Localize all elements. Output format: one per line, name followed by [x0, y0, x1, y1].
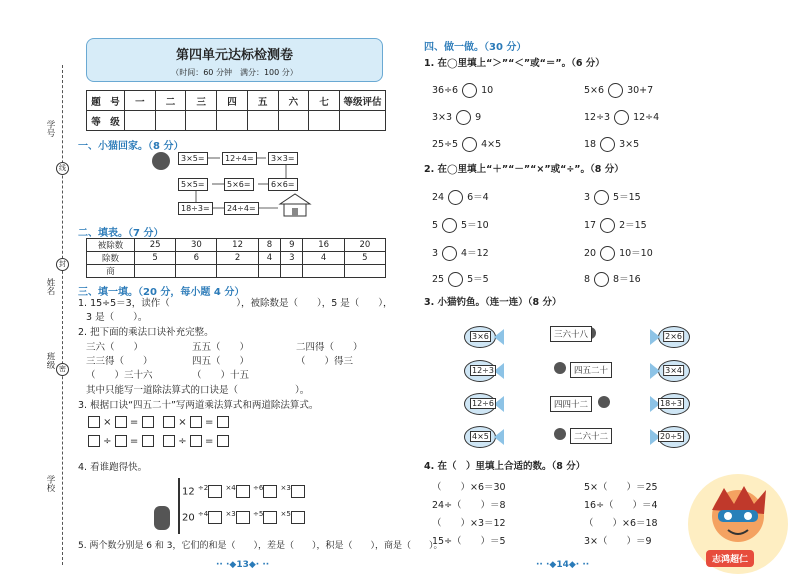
- fill-item: 16÷（ ）＝4: [584, 500, 658, 511]
- fill-cell: 12: [217, 239, 258, 252]
- operator-item: [432, 218, 489, 233]
- rhyme-plate[interactable]: 四四十二: [550, 396, 592, 412]
- fish-label: 2×6: [665, 332, 682, 341]
- operator-circle[interactable]: [594, 272, 609, 287]
- cat-chip: 24÷4=: [224, 202, 259, 215]
- binding-label-school: 学校: [45, 475, 55, 492]
- expr-left: 3×3: [432, 112, 453, 123]
- title-block: [86, 38, 383, 82]
- operator-circle[interactable]: [442, 246, 457, 261]
- binding-label-class: 班级: [45, 352, 55, 369]
- compare-item: [432, 110, 481, 125]
- operator-item: [432, 272, 489, 287]
- mult-rhyme: 五五（ ）: [192, 342, 250, 353]
- fish-left[interactable]: [456, 324, 504, 350]
- page-number-left: ·· ·◆13◆· ··: [216, 560, 270, 570]
- compare-item: [584, 137, 639, 152]
- fish-right[interactable]: [650, 324, 698, 350]
- answer-box[interactable]: [142, 416, 154, 428]
- mult-rhyme: 三六（ ）: [86, 342, 144, 353]
- runner-icon: [154, 506, 170, 530]
- expr-left: 18: [584, 139, 597, 150]
- question-4-4: 4. 在（ ）里填上合适的数。（8 分）: [424, 461, 586, 472]
- grade-cell[interactable]: [186, 111, 217, 131]
- binding-line: [62, 65, 63, 565]
- fill-answer-cell[interactable]: [135, 265, 176, 278]
- section-3-title: 三、填一填。（20 分，每小题 4 分）: [78, 287, 245, 298]
- grade-row-label: 等 级: [87, 111, 125, 131]
- op-label: ×5: [280, 510, 291, 518]
- fill-item: （ ）×6＝18: [584, 518, 658, 529]
- operator-item: [432, 190, 489, 205]
- cat-chip: 12÷4=: [222, 152, 257, 165]
- operator-item: [432, 246, 489, 261]
- grade-cell[interactable]: [217, 111, 248, 131]
- answer-box[interactable]: [163, 416, 175, 428]
- question-3-4: 4. 看谁跑得快。: [78, 462, 148, 473]
- question-3-1: 1. 15÷5＝3，读作（ ），被除数是（ ），5 是（ ），: [78, 298, 393, 309]
- equation-row: × = × =: [88, 416, 229, 428]
- expr-left: 24: [432, 192, 445, 203]
- expr-left: 36÷6: [432, 85, 459, 96]
- grade-cell[interactable]: [309, 111, 340, 131]
- fish-label: 18÷3: [660, 399, 682, 408]
- page-number-value: 13: [236, 560, 249, 570]
- answer-box[interactable]: [190, 435, 202, 447]
- operator-item: [584, 190, 641, 205]
- grade-header: 四: [217, 91, 248, 111]
- expr-left: 3: [432, 248, 439, 259]
- compare-circle[interactable]: [462, 137, 477, 152]
- fill-answer-cell[interactable]: [281, 265, 303, 278]
- grade-header: 五: [247, 91, 278, 111]
- cat-chip: 5×6=: [224, 178, 254, 191]
- expr-right: 2＝15: [619, 220, 647, 231]
- cat-chip: 18÷3=: [178, 202, 213, 215]
- expr-right: 9: [475, 112, 482, 123]
- op-label: ÷6: [252, 484, 264, 492]
- fill-table: [86, 238, 386, 278]
- fill-cell: 20: [344, 239, 385, 252]
- operator-circle[interactable]: [600, 246, 615, 261]
- cat-fisher-icon: [554, 362, 566, 374]
- cat-chip: 3×3=: [268, 152, 298, 165]
- grade-header: 七: [309, 91, 340, 111]
- fill-cell: 30: [176, 239, 217, 252]
- expr-right: 3×5: [619, 139, 640, 150]
- mult-rhyme: 四五（ ）: [192, 356, 250, 367]
- expr-left: 25: [432, 274, 445, 285]
- fill-cell: 3: [281, 252, 303, 265]
- compare-item: [432, 83, 493, 98]
- compare-circle[interactable]: [600, 137, 615, 152]
- fill-cell: 9: [281, 239, 303, 252]
- fill-answer-cell[interactable]: [303, 265, 344, 278]
- mult-rhyme: （ ）得三: [296, 356, 354, 367]
- answer-box[interactable]: [190, 416, 202, 428]
- section-2-title: 二、填表。（7 分）: [78, 228, 164, 239]
- grade-cell[interactable]: [278, 111, 309, 131]
- binding-label-id: 学号: [45, 120, 55, 137]
- grade-header: 一: [125, 91, 156, 111]
- answer-box[interactable]: [115, 416, 127, 428]
- op-label: ÷5: [252, 510, 264, 518]
- expr-right: 5＝15: [613, 192, 641, 203]
- fill-item: （ ）×6＝30: [432, 482, 506, 493]
- fill-cell: 4: [258, 252, 280, 265]
- compare-item: [432, 137, 501, 152]
- fill-cell: 2: [217, 252, 258, 265]
- fill-cell: 5: [344, 252, 385, 265]
- fill-answer-cell[interactable]: [344, 265, 385, 278]
- fish-right[interactable]: [650, 358, 698, 384]
- op-label: ×3: [225, 510, 236, 518]
- fill-cell: 4: [303, 252, 344, 265]
- fill-answer-cell[interactable]: [258, 265, 280, 278]
- operator-circle[interactable]: [600, 218, 615, 233]
- question-4-2: 2. 在◯里填上“＋”“－”“×”或“÷”。（8 分）: [424, 164, 624, 175]
- fish-left[interactable]: [456, 391, 504, 417]
- race-diagram: [150, 478, 330, 534]
- fill-item: 24÷（ ）＝8: [432, 500, 506, 511]
- fish-label: 3×4: [665, 366, 682, 375]
- expr-right: 5＝5: [467, 274, 489, 285]
- expr-left: 5: [432, 220, 439, 231]
- cat-fisher-icon: [598, 396, 610, 408]
- fill-cell: 8: [258, 239, 280, 252]
- question-4-1: 1. 在◯里填上“＞”“＜”或“＝”。（6 分）: [424, 58, 605, 69]
- section-4-title: 四、做一做。（30 分）: [424, 42, 527, 53]
- question-3-1-cont: 3 是（ ）。: [86, 312, 148, 323]
- fill-cell: 25: [135, 239, 176, 252]
- grade-cell[interactable]: [247, 111, 278, 131]
- question-4-3: 3. 小猫钓鱼。（连一连）（8 分）: [424, 297, 562, 308]
- expr-right: 8＝16: [613, 274, 641, 285]
- page-number-right: ·· ·◆14◆· ··: [536, 560, 590, 570]
- fish-label: 4×5: [472, 432, 489, 441]
- page-number-value: 14: [556, 560, 569, 570]
- cat-chip: 5×5=: [178, 178, 208, 191]
- expr-right: 10＝10: [619, 248, 653, 259]
- seal-mark-seal: 封: [56, 258, 69, 271]
- fill-item: （ ）×3＝12: [432, 518, 506, 529]
- cat-fisher-icon: [554, 428, 566, 440]
- expr-left: 5×6: [584, 85, 605, 96]
- fill-cell: 16: [303, 239, 344, 252]
- race-row-top: [182, 484, 305, 498]
- rhyme-plate[interactable]: 四五二十: [570, 362, 612, 378]
- grade-table: [86, 90, 386, 131]
- grade-header: 二: [155, 91, 186, 111]
- fish-right[interactable]: [650, 424, 698, 450]
- fill-answer-cell[interactable]: [176, 265, 217, 278]
- operator-circle[interactable]: [448, 190, 463, 205]
- equation-row: ÷ = ÷ =: [88, 435, 229, 447]
- seal-mark-secret: 密: [56, 363, 69, 376]
- fish-label: 3×6: [472, 332, 489, 341]
- grade-header: 题 号: [87, 91, 125, 111]
- rhyme-plate[interactable]: 二六十二: [570, 428, 612, 444]
- fill-answer-cell[interactable]: [217, 265, 258, 278]
- fill-cell: 5: [135, 252, 176, 265]
- answer-box[interactable]: [236, 511, 250, 524]
- fish-label: 12÷3: [472, 366, 494, 375]
- compare-circle[interactable]: [462, 83, 477, 98]
- question-3-3: 3. 根据口诀“四五二十”写两道乘法算式和两道除法算式。: [78, 400, 319, 411]
- grade-header: 等级评估: [340, 91, 386, 111]
- expr-right: 30+7: [627, 85, 654, 96]
- op-label: ÷4: [197, 510, 209, 518]
- question-3-2-note: 其中只能写一道除法算式的口诀是（ ）。: [86, 385, 310, 396]
- fish-left[interactable]: [456, 424, 504, 450]
- fill-row-label: 除数: [87, 252, 135, 265]
- operator-item: [584, 246, 653, 261]
- expr-left: 3: [584, 192, 591, 203]
- cat-chip: 3×5=: [178, 152, 208, 165]
- compare-item: [584, 83, 653, 98]
- fish-label: 12÷6: [472, 399, 494, 408]
- seal-mark-line: 线: [56, 162, 69, 175]
- binding-label-name: 姓名: [45, 278, 55, 295]
- answer-box[interactable]: [291, 485, 305, 498]
- answer-box[interactable]: [217, 435, 229, 447]
- operator-circle[interactable]: [442, 218, 457, 233]
- cat-chip: 6×6=: [268, 178, 298, 191]
- expr-right: 4＝12: [461, 248, 489, 259]
- expr-left: 17: [584, 220, 597, 231]
- fill-row-label: 被除数: [87, 239, 135, 252]
- house-icon: [278, 192, 312, 218]
- question-3-2: 2. 把下面的乘法口诀补充完整。: [78, 327, 214, 338]
- fish-label: 20÷5: [660, 432, 682, 441]
- fill-cell: 6: [176, 252, 217, 265]
- fish-right[interactable]: [650, 391, 698, 417]
- expr-right: 5＝10: [461, 220, 489, 231]
- answer-box[interactable]: [208, 485, 222, 498]
- grade-cell[interactable]: [340, 111, 386, 131]
- grade-header: 三: [186, 91, 217, 111]
- compare-circle[interactable]: [608, 83, 623, 98]
- fill-item: 3×（ ）＝9: [584, 536, 652, 547]
- answer-box[interactable]: [208, 511, 222, 524]
- page-subtitle: （时间：60 分钟 满分：100 分）: [171, 68, 298, 77]
- answer-box[interactable]: [163, 435, 175, 447]
- answer-box[interactable]: [263, 511, 277, 524]
- mascot-badge: [684, 470, 792, 578]
- operator-item: [584, 218, 647, 233]
- rhyme-plate[interactable]: 三六十八: [550, 326, 592, 342]
- start-line: [178, 478, 180, 534]
- expr-right: 12÷4: [633, 112, 660, 123]
- expr-right: 10: [481, 85, 494, 96]
- op-label: ×3: [280, 484, 291, 492]
- mult-rhyme: 三三得（ ）: [86, 356, 153, 367]
- operator-item: [584, 272, 641, 287]
- expr-right: 4×5: [481, 139, 502, 150]
- fish-left[interactable]: [456, 358, 504, 384]
- answer-box[interactable]: [115, 435, 127, 447]
- op-label: ÷2: [197, 484, 209, 492]
- compare-circle[interactable]: [614, 110, 629, 125]
- race-row-bottom: [182, 510, 305, 524]
- mult-rhyme: 二四得（ ）: [296, 342, 363, 353]
- section-1-title: 一、小猫回家。（8 分）: [78, 141, 184, 152]
- mascot-label: 志鸿超仁: [706, 550, 754, 567]
- page-title: 第四单元达标检测卷: [175, 48, 293, 63]
- fill-item: 15÷（ ）＝5: [432, 536, 506, 547]
- fill-item: 5×（ ）＝25: [584, 482, 658, 493]
- grade-header: 六: [278, 91, 309, 111]
- expr-right: 6＝4: [467, 192, 489, 203]
- grade-cell[interactable]: [155, 111, 186, 131]
- operator-circle[interactable]: [448, 272, 463, 287]
- mult-rhyme: （ ）十五: [192, 370, 250, 381]
- op-label: ×4: [225, 484, 236, 492]
- answer-box[interactable]: [217, 416, 229, 428]
- answer-box[interactable]: [88, 435, 100, 447]
- answer-box[interactable]: [88, 416, 100, 428]
- answer-box[interactable]: [263, 485, 277, 498]
- question-3-5: 5. 两个数分别是 6 和 3，它们的和是（ ），差是（ ），积是（ ），商是（ ）。: [78, 541, 443, 551]
- expr-left: 8: [584, 274, 591, 285]
- compare-circle[interactable]: [456, 110, 471, 125]
- mult-rhyme: （ ）三十六: [86, 370, 153, 381]
- compare-item: [584, 110, 659, 125]
- expr-left: 25÷5: [432, 139, 459, 150]
- start-number: 12: [182, 486, 195, 498]
- operator-circle[interactable]: [594, 190, 609, 205]
- grade-cell[interactable]: [125, 111, 156, 131]
- expr-left: 20: [584, 248, 597, 259]
- start-number: 20: [182, 512, 195, 524]
- answer-box[interactable]: [236, 485, 250, 498]
- answer-box[interactable]: [291, 511, 305, 524]
- expr-left: 12÷3: [584, 112, 611, 123]
- fill-row-label: 商: [87, 265, 135, 278]
- answer-box[interactable]: [142, 435, 154, 447]
- cat-home-diagram: [150, 150, 325, 220]
